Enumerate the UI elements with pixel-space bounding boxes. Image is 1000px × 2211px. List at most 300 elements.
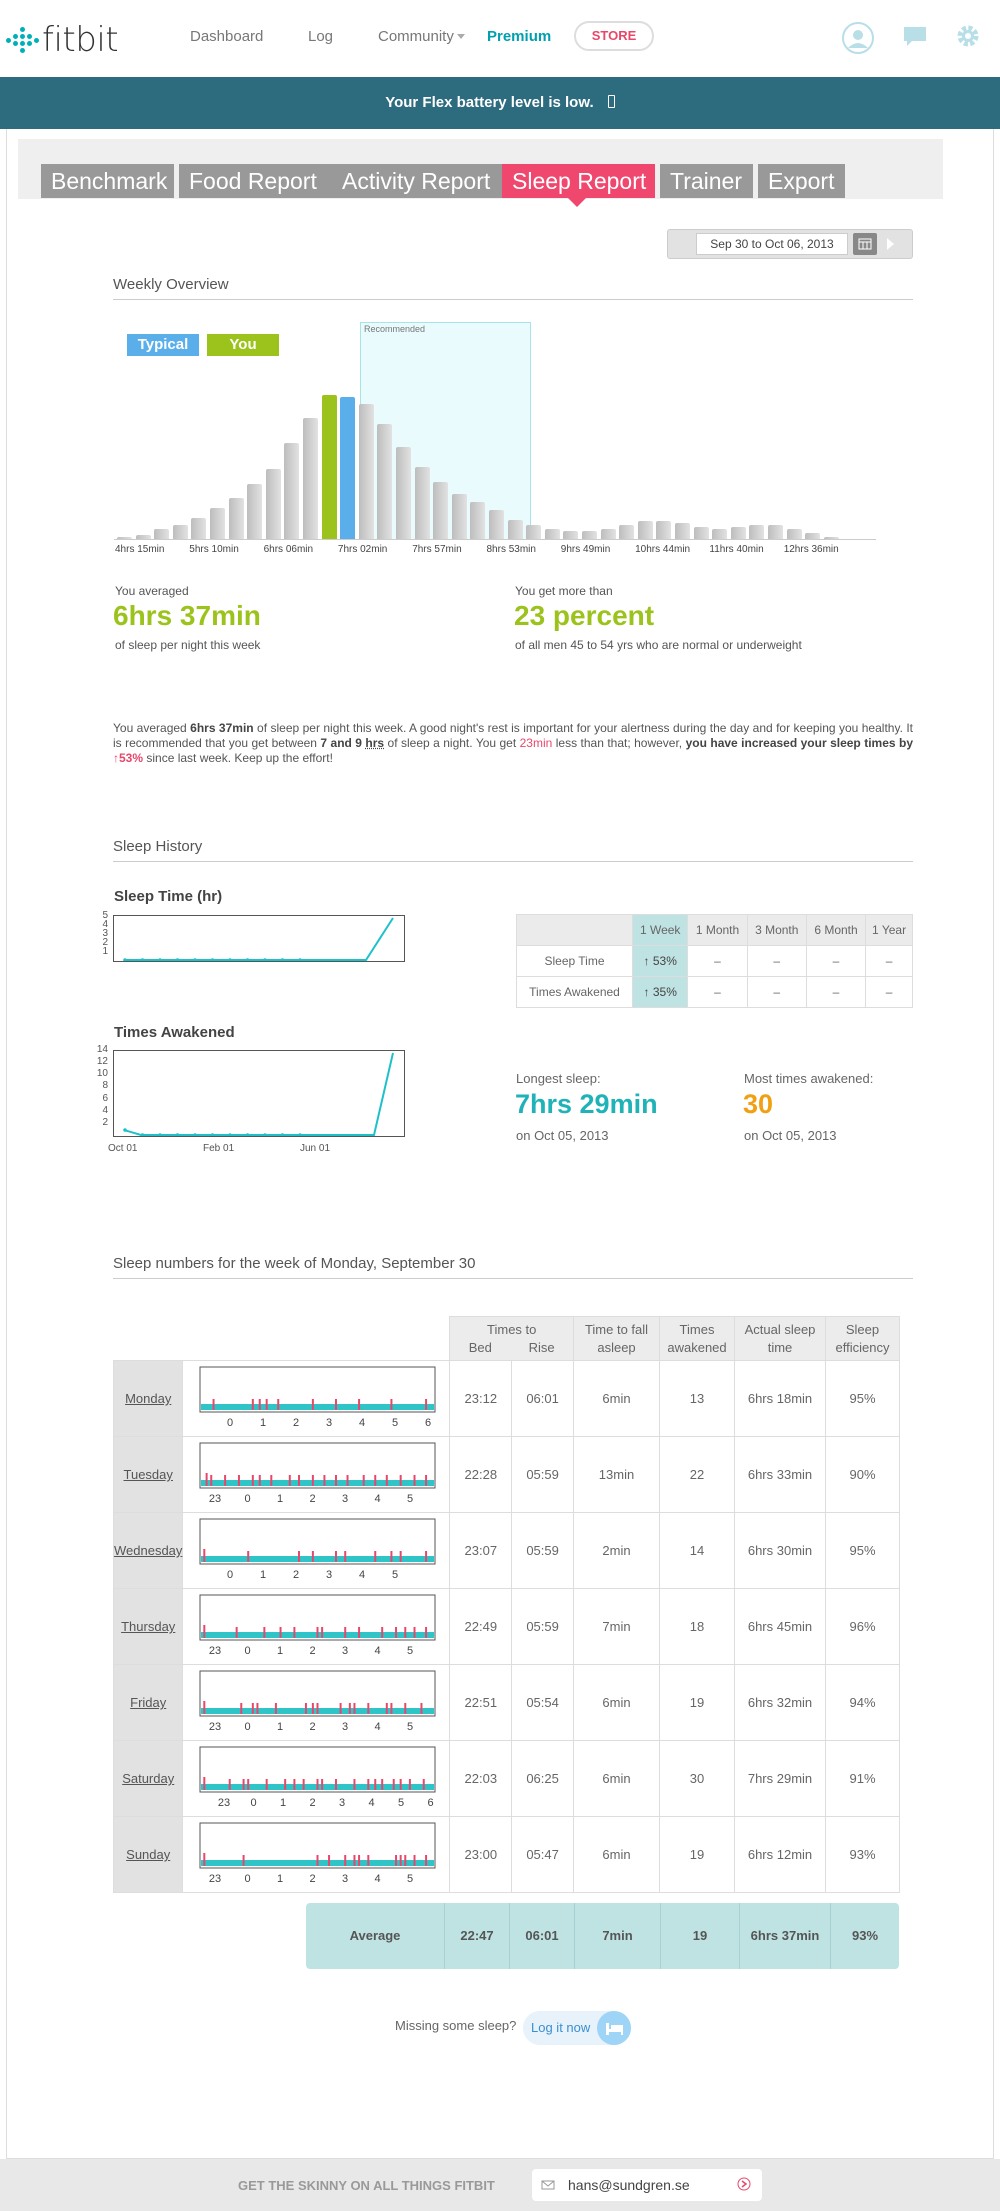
hour-tick: 0	[244, 1645, 251, 1657]
next-week-arrow-icon[interactable]	[887, 238, 894, 250]
chart-point	[263, 958, 267, 962]
chart-point	[193, 1133, 197, 1137]
weekly-bar	[731, 527, 746, 539]
weekly-bar	[210, 508, 225, 539]
battery-banner	[0, 77, 1000, 129]
day-link[interactable]: Sunday	[114, 1817, 183, 1893]
chart-point	[176, 1133, 180, 1137]
hour-tick: 6	[425, 1417, 432, 1429]
awakening-mark	[328, 1855, 330, 1866]
weekly-x-tick: 4hrs 15min	[115, 544, 165, 555]
weekly-bar	[191, 518, 206, 539]
nav-dashboard[interactable]: Dashboard	[190, 28, 264, 45]
table-row	[114, 1437, 900, 1513]
day-sleep-chart[interactable]	[183, 1437, 450, 1513]
date-range-picker	[667, 229, 913, 259]
hour-tick: 3	[342, 1873, 349, 1885]
average-row	[306, 1903, 899, 1969]
y-tick: 2	[102, 937, 108, 948]
newsletter-email-input[interactable]: hans@sundgren.se	[532, 2169, 762, 2201]
hour-tick: 23	[209, 1645, 222, 1657]
weekly-bar	[340, 397, 355, 539]
weekly-bar	[712, 529, 727, 539]
day-link[interactable]: Thursday	[114, 1589, 183, 1665]
chart-point	[211, 1133, 215, 1137]
hour-tick: 1	[277, 1873, 284, 1885]
hour-tick: 23	[209, 1721, 222, 1733]
active-tab-arrow	[568, 198, 586, 207]
tab-trainer[interactable]: Trainer	[660, 164, 753, 198]
sleep-efficiency: 95%	[826, 1361, 900, 1437]
calendar-icon[interactable]	[853, 233, 877, 255]
chart-point	[228, 1133, 232, 1137]
top-bar	[0, 0, 1000, 77]
col-1-year[interactable]: 1 Year	[866, 915, 913, 946]
most-awakened-value: 30	[743, 1089, 774, 1119]
bed-time: 23:07	[450, 1513, 512, 1589]
fall-asleep-time: 2min	[574, 1513, 660, 1589]
y-tick: 1	[102, 946, 108, 957]
awakening-mark	[354, 1779, 356, 1790]
awakening-mark	[264, 1627, 266, 1638]
weekly-bar	[229, 498, 244, 539]
day-sleep-chart[interactable]	[183, 1513, 450, 1589]
awakening-mark	[294, 1627, 296, 1638]
longest-sleep-label: Longest sleep:	[516, 1071, 601, 1086]
weekly-bar	[433, 482, 448, 539]
awakening-mark	[303, 1779, 305, 1790]
chart-point	[298, 1133, 302, 1137]
weekly-bar	[322, 395, 337, 539]
awakening-mark	[252, 1703, 254, 1714]
times-awakened: 19	[660, 1665, 735, 1741]
store-button[interactable]: STORE	[574, 21, 654, 51]
awakening-mark	[266, 1399, 268, 1410]
actual-sleep-time: 6hrs 12min	[735, 1817, 826, 1893]
awakening-mark	[289, 1475, 291, 1486]
weekly-x-tick: 5hrs 10min	[189, 544, 239, 555]
awakening-mark	[312, 1399, 314, 1410]
hour-tick: 4	[359, 1569, 366, 1581]
awakening-mark	[317, 1703, 319, 1714]
day-link[interactable]: Monday	[114, 1361, 183, 1437]
y-tick: 14	[96, 1044, 108, 1055]
hour-tick: 4	[368, 1797, 375, 1809]
col-1-week[interactable]: 1 Week	[633, 915, 688, 946]
chart-point	[158, 1133, 162, 1137]
awakening-mark	[345, 1855, 347, 1866]
sleep-band	[201, 1556, 434, 1562]
tab-sleep-report[interactable]: Sleep Report	[502, 164, 655, 198]
hour-tick: 2	[309, 1493, 316, 1505]
weekly-bar	[768, 525, 783, 539]
weekly-bar	[545, 529, 560, 539]
sleep-efficiency: 93%	[826, 1817, 900, 1893]
hour-tick: 4	[359, 1417, 366, 1429]
weekly-bar	[694, 527, 709, 539]
col-1-month[interactable]: 1 Month	[688, 915, 747, 946]
longest-sleep-date: on Oct 05, 2013	[516, 1128, 609, 1143]
weekly-bar	[247, 484, 262, 539]
weekly-bar	[303, 418, 318, 539]
bed-time: 23:00	[450, 1817, 512, 1893]
rise-time: 05:47	[512, 1817, 574, 1893]
awakening-mark	[252, 1399, 254, 1410]
hour-tick: 3	[342, 1493, 349, 1505]
weekly-bar	[749, 525, 764, 539]
awakening-mark	[241, 1703, 243, 1714]
battery-message: Your Flex battery level is low.	[385, 94, 594, 111]
hour-tick: 5	[407, 1645, 414, 1657]
more-label: You get more than	[515, 584, 613, 598]
x-label-feb: Feb 01	[203, 1143, 235, 1154]
weekly-bar	[675, 523, 690, 539]
weekly-x-tick: 8hrs 53min	[486, 544, 536, 555]
hour-tick: 23	[209, 1873, 222, 1885]
awakening-mark	[312, 1551, 314, 1562]
actual-sleep-time: 6hrs 30min	[735, 1513, 826, 1589]
bed-time: 22:28	[450, 1437, 512, 1513]
legend-typical: Typical	[127, 334, 199, 356]
settings-gear-icon[interactable]	[956, 24, 980, 48]
weekly-x-tick: 9hrs 49min	[560, 544, 611, 555]
hour-tick: 5	[407, 1493, 414, 1505]
table-row	[114, 1513, 900, 1589]
awakening-mark	[393, 1779, 395, 1790]
awakening-mark	[204, 1701, 206, 1714]
awakening-mark	[368, 1703, 370, 1714]
hour-tick: 4	[374, 1645, 381, 1657]
awakening-mark	[368, 1779, 370, 1790]
hour-tick: 3	[339, 1797, 346, 1809]
day-link[interactable]: Tuesday	[114, 1437, 183, 1513]
weekly-bar	[656, 521, 671, 539]
avatar-icon[interactable]	[842, 22, 874, 54]
times-awakened-chart	[113, 1050, 405, 1137]
weekly-x-tick: 10hrs 44min	[635, 544, 691, 555]
hour-tick: 5	[407, 1873, 414, 1885]
sleep-efficiency: 95%	[826, 1513, 900, 1589]
awakening-mark	[322, 1779, 324, 1790]
day-sleep-chart[interactable]	[183, 1361, 450, 1437]
weekly-bar	[787, 529, 802, 539]
avg-value: 6hrs 37min	[113, 600, 261, 631]
awakening-mark	[386, 1703, 388, 1714]
fitbit-logo[interactable]	[8, 20, 118, 60]
awakening-mark	[322, 1627, 324, 1638]
sleep-time-line	[124, 918, 393, 960]
rise-time: 06:25	[512, 1741, 574, 1817]
col-6-month[interactable]: 6 Month	[806, 915, 865, 946]
hour-tick: 0	[244, 1873, 251, 1885]
awakening-mark	[425, 1551, 427, 1562]
awakening-mark	[335, 1399, 337, 1410]
hour-tick: 1	[260, 1417, 267, 1429]
awakening-mark	[400, 1551, 402, 1562]
hour-tick: 2	[309, 1797, 316, 1809]
awakening-mark	[414, 1855, 416, 1866]
actual-sleep-time: 6hrs 32min	[735, 1665, 826, 1741]
awakening-mark	[275, 1703, 277, 1714]
times-awakened: 22	[660, 1437, 735, 1513]
tab-export[interactable]: Export	[758, 164, 845, 198]
awakening-mark	[236, 1627, 238, 1638]
awakened-line	[124, 1053, 393, 1135]
awakening-mark	[211, 1475, 213, 1486]
average-fall: 7min	[574, 1903, 660, 1969]
weekly-bar	[489, 510, 504, 539]
awakening-mark	[229, 1779, 231, 1790]
awakening-mark	[204, 1777, 206, 1790]
actual-sleep-time: 6hrs 18min	[735, 1361, 826, 1437]
awakening-mark	[305, 1703, 307, 1714]
times-awakened: 13	[660, 1361, 735, 1437]
average-rise: 06:01	[509, 1903, 574, 1969]
hour-tick: 3	[342, 1721, 349, 1733]
sleep-band	[201, 1404, 434, 1410]
tab-activity-report[interactable]: Activity Report	[332, 164, 510, 198]
community-chevron-icon[interactable]	[457, 34, 465, 39]
awakening-mark	[414, 1475, 416, 1486]
hour-tick: 2	[293, 1569, 300, 1581]
header-efficiency: Sleep efficiency	[826, 1317, 900, 1361]
awakening-mark	[266, 1779, 268, 1790]
hour-tick: 4	[374, 1873, 381, 1885]
awakening-mark	[391, 1399, 393, 1410]
awakening-mark	[248, 1551, 250, 1562]
header-actual-sleep: Actual sleep time	[735, 1317, 826, 1361]
awakening-mark	[259, 1399, 261, 1410]
weekly-bar	[601, 529, 616, 539]
day-sleep-chart[interactable]	[183, 1741, 450, 1817]
awakening-mark	[225, 1475, 227, 1486]
chart-point	[158, 958, 162, 962]
awakening-mark	[317, 1855, 319, 1866]
log-it-now-button[interactable]: Log it now	[523, 2011, 631, 2045]
hour-tick: 2	[293, 1417, 300, 1429]
table-row	[114, 1665, 900, 1741]
y-tick: 2	[102, 1116, 108, 1128]
hour-tick: 5	[407, 1721, 414, 1733]
average-bed: 22:47	[444, 1903, 509, 1969]
weekly-bar	[173, 525, 188, 539]
awakening-mark	[375, 1779, 377, 1790]
bed-icon	[597, 2011, 631, 2045]
table-row	[114, 1361, 900, 1437]
date-range-field[interactable]: Sep 30 to Oct 06, 2013	[696, 233, 848, 255]
weekly-bar	[377, 424, 392, 539]
awakening-mark	[375, 1475, 377, 1486]
weekly-bar	[563, 531, 578, 539]
awakening-mark	[285, 1779, 287, 1790]
hour-tick: 5	[398, 1797, 405, 1809]
hour-tick: 1	[277, 1721, 284, 1733]
fall-asleep-time: 6min	[574, 1665, 660, 1741]
chart-point	[281, 958, 285, 962]
awakening-mark	[317, 1627, 319, 1638]
weekly-bar	[266, 469, 281, 539]
day-link[interactable]: Saturday	[114, 1741, 183, 1817]
weekly-bar	[470, 502, 485, 539]
chart-baseline	[114, 539, 876, 540]
messages-icon[interactable]	[903, 26, 927, 48]
x-label-jun: Jun 01	[300, 1143, 331, 1154]
awakening-mark	[425, 1855, 427, 1866]
awakening-mark	[425, 1399, 427, 1410]
weekly-bar	[154, 529, 169, 539]
sleep-efficiency: 96%	[826, 1589, 900, 1665]
y-tick: 8	[102, 1080, 108, 1092]
awakening-mark	[421, 1703, 423, 1714]
awakening-mark	[391, 1703, 393, 1714]
y-tick: 6	[102, 1092, 108, 1104]
weekly-x-tick: 12hrs 36min	[783, 544, 839, 555]
tab-benchmark[interactable]: Benchmark	[41, 164, 174, 198]
average-label: Average	[349, 1928, 401, 1943]
hour-tick: 5	[392, 1569, 399, 1581]
awakening-mark	[359, 1627, 361, 1638]
hour-tick: 2	[309, 1645, 316, 1657]
fitbit-logo-icon	[8, 25, 38, 55]
nav-premium[interactable]: Premium	[487, 28, 552, 45]
average-awakened: 19	[660, 1903, 739, 1969]
col-3-month[interactable]: 3 Month	[747, 915, 806, 946]
hour-tick: 0	[244, 1721, 251, 1733]
actual-sleep-time: 6hrs 33min	[735, 1437, 826, 1513]
tab-food-report[interactable]: Food Report	[179, 164, 343, 198]
day-link[interactable]: Friday	[114, 1665, 183, 1741]
awakening-mark	[204, 1625, 206, 1638]
y-tick: 12	[96, 1056, 108, 1068]
awakening-mark	[206, 1473, 208, 1486]
awakening-mark	[278, 1399, 280, 1410]
hour-tick: 2	[309, 1873, 316, 1885]
awakening-mark	[347, 1475, 349, 1486]
awakening-mark	[340, 1703, 342, 1714]
sleep-history-title: Sleep History	[113, 838, 913, 862]
awakening-mark	[345, 1551, 347, 1562]
nav-community[interactable]: Community	[378, 28, 454, 45]
awakening-mark	[391, 1551, 393, 1562]
chart-point	[141, 1133, 145, 1137]
fall-asleep-time: 6min	[574, 1741, 660, 1817]
times-awakened: 18	[660, 1589, 735, 1665]
y-tick: 10	[96, 1068, 108, 1080]
rise-time: 05:59	[512, 1589, 574, 1665]
awakening-mark	[317, 1779, 319, 1790]
avg-sub: of sleep per night this week	[115, 638, 261, 652]
day-sleep-chart[interactable]	[183, 1817, 450, 1893]
bed-time: 22:03	[450, 1741, 512, 1817]
awakening-mark	[243, 1779, 245, 1790]
rise-time: 05:54	[512, 1665, 574, 1741]
table-row	[114, 1589, 900, 1665]
awakening-mark	[204, 1549, 206, 1562]
fall-asleep-time: 7min	[574, 1589, 660, 1665]
awakening-mark	[294, 1779, 296, 1790]
weekly-bar	[526, 525, 541, 539]
hour-tick: 5	[392, 1417, 399, 1429]
sleep-numbers-title: Sleep numbers for the week of Monday, September 30	[113, 1255, 913, 1279]
table-row: Times Awakened ↑ 35% – – – –	[517, 977, 913, 1008]
hour-tick: 0	[250, 1797, 257, 1809]
awakening-mark	[271, 1475, 273, 1486]
awakening-mark	[280, 1627, 282, 1638]
awakening-mark	[395, 1855, 397, 1866]
avg-label: You averaged	[115, 584, 189, 598]
fall-asleep-time: 6min	[574, 1817, 660, 1893]
hour-tick: 0	[227, 1569, 234, 1581]
chart-point	[246, 1133, 250, 1137]
chart-point	[211, 958, 215, 962]
awakening-mark	[405, 1627, 407, 1638]
actual-sleep-time: 6hrs 45min	[735, 1589, 826, 1665]
header-times-to: Times to Bed Rise	[450, 1317, 574, 1361]
hour-tick: 23	[209, 1493, 222, 1505]
awakening-mark	[423, 1779, 425, 1790]
fall-asleep-time: 13min	[574, 1437, 660, 1513]
sleep-band	[201, 1480, 434, 1486]
weekly-bar	[359, 404, 374, 539]
submit-arrow-icon[interactable]	[737, 2177, 751, 2191]
header-fall-asleep: Time to fall asleep	[574, 1317, 660, 1361]
nav-log[interactable]: Log	[308, 28, 334, 45]
missing-sleep-text: Missing some sleep?	[395, 2018, 517, 2033]
awakening-mark	[243, 1855, 245, 1866]
awakening-mark	[335, 1475, 337, 1486]
table-corner	[517, 915, 633, 946]
day-link[interactable]: Wednesday	[114, 1513, 183, 1589]
awakening-mark	[359, 1855, 361, 1866]
awakening-mark	[312, 1703, 314, 1714]
table-row	[114, 1817, 900, 1893]
bed-time: 22:49	[450, 1589, 512, 1665]
awakening-mark	[425, 1627, 427, 1638]
weekly-x-tick: 11hrs 40min	[709, 544, 764, 555]
awakening-mark	[354, 1703, 356, 1714]
report-tabs	[18, 139, 943, 199]
awakening-mark	[335, 1779, 337, 1790]
hour-tick: 1	[260, 1569, 267, 1581]
awakening-mark	[409, 1779, 411, 1790]
sleep-time-chart-title: Sleep Time (hr)	[114, 888, 223, 905]
hour-tick: 4	[374, 1493, 381, 1505]
awakening-mark	[363, 1475, 365, 1486]
weekly-x-tick: 7hrs 57min	[412, 544, 462, 555]
hour-tick: 3	[342, 1645, 349, 1657]
awakening-mark	[375, 1551, 377, 1562]
day-sleep-chart[interactable]	[183, 1665, 450, 1741]
awakening-mark	[368, 1855, 370, 1866]
weekly-x-tick: 7hrs 02min	[337, 544, 388, 555]
day-sleep-chart[interactable]	[183, 1589, 450, 1665]
hour-tick: 1	[277, 1493, 284, 1505]
chart-point	[228, 958, 232, 962]
hour-tick: 2	[309, 1721, 316, 1733]
awakening-mark	[204, 1853, 206, 1866]
bed-time: 22:51	[450, 1665, 512, 1741]
weekly-x-tick: 6hrs 06min	[263, 544, 314, 555]
weekly-bar	[508, 520, 523, 540]
times-awakened: 30	[660, 1741, 735, 1817]
hour-tick: 0	[244, 1493, 251, 1505]
weekly-overview-title: Weekly Overview	[113, 276, 913, 300]
more-sub: of all men 45 to 54 yrs who are normal or underweight	[515, 638, 802, 652]
awakening-mark	[400, 1779, 402, 1790]
table-row	[114, 1741, 900, 1817]
recommended-label: Recommended	[364, 324, 426, 334]
awakening-mark	[335, 1551, 337, 1562]
